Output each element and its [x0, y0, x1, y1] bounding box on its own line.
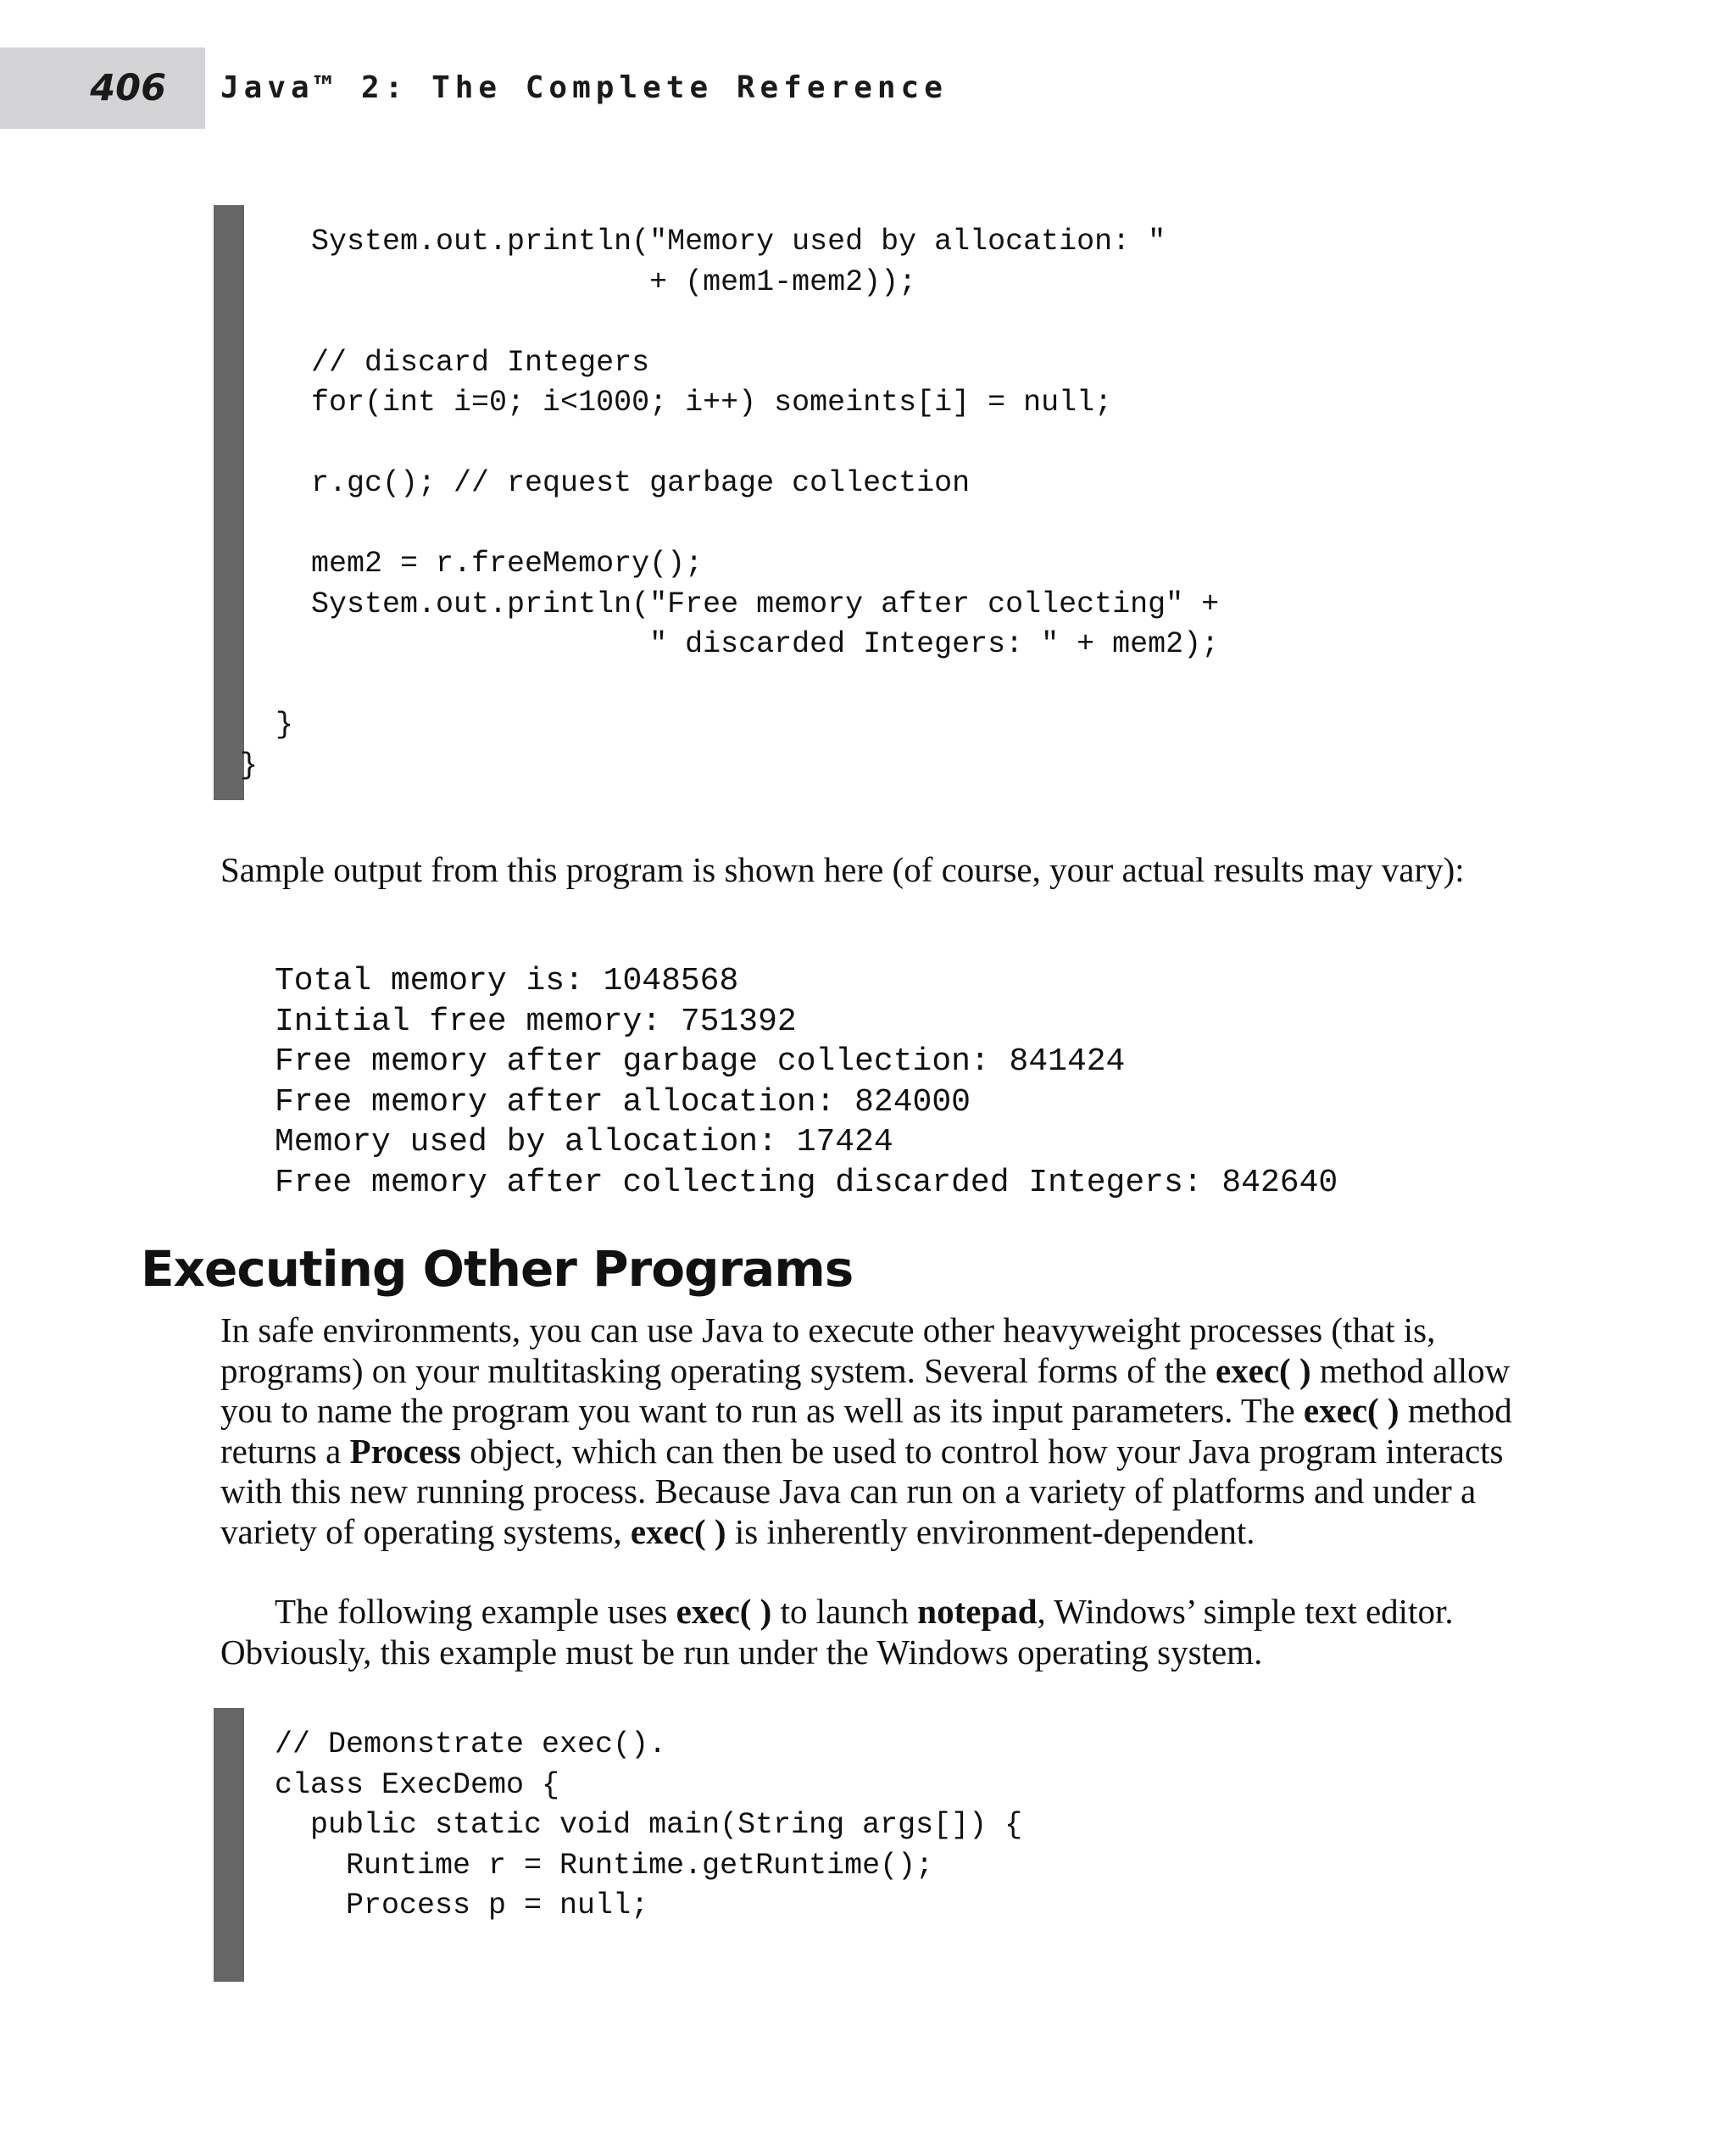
running-head: Java™ 2: The Complete Reference	[220, 70, 948, 105]
code-listing-sidebar	[214, 1708, 244, 1982]
text-run: is inherently environment-dependent.	[726, 1511, 1255, 1551]
code-line: System.out.println("Free memory after collecting" +	[240, 587, 1220, 621]
code-line: Runtime r = Runtime.getRuntime();	[275, 1848, 934, 1883]
code-line: + (mem1-mem2));	[240, 264, 917, 299]
code-line: class ExecDemo {	[275, 1767, 560, 1802]
text-run: , Windows’ simple text editor. Obviously, this example must be run under the Windows operating system.	[220, 1592, 1454, 1672]
code-line: }	[240, 708, 294, 742]
code-line: Free memory after allocation: 824000	[275, 1083, 971, 1121]
code-line: public static void main(String args[]) {	[275, 1808, 1023, 1842]
text-run: to launch	[771, 1592, 918, 1631]
section-heading: Executing Other Programs	[141, 1240, 854, 1298]
text-run: method allow you to name the program you want to run as well as its input parameters. The	[220, 1350, 1511, 1430]
code-line: }	[240, 748, 259, 782]
sample-output	[275, 961, 1338, 1203]
code-term: Process	[349, 1431, 461, 1471]
code-line: Free memory after collecting discarded Integers: 842640	[275, 1164, 1338, 1201]
code-line: Memory used by allocation: 17424	[275, 1124, 893, 1160]
code-listing-1	[240, 222, 1219, 786]
code-line: " discarded Integers: " + mem2);	[240, 627, 1220, 661]
text-run: In safe environments, you can use Java to execute other heavyweight processes (that is, programs) on your multitasking operating system. Several forms of the	[220, 1310, 1436, 1390]
code-line: mem2 = r.freeMemory();	[240, 547, 704, 581]
code-line: System.out.println("Memory used by allocation: "	[240, 225, 1166, 259]
section-paragraph	[220, 1592, 1526, 1672]
code-line: // Demonstrate exec().	[275, 1727, 667, 1761]
section-paragraph	[220, 1310, 1526, 1552]
code-line: Free memory after garbage collection: 841424	[275, 1043, 1126, 1080]
code-listing-2	[275, 1725, 1022, 1927]
code-term: exec( )	[676, 1592, 772, 1631]
code-line: for(int i=0; i<1000; i++) someints[i] = null;	[240, 386, 1113, 420]
text-run: method returns a	[220, 1391, 1512, 1471]
code-line: r.gc(); // request garbage collection	[240, 466, 971, 500]
sample-output-intro: Sample output from this program is shown here (of course, your actual results may vary):	[220, 850, 1465, 889]
text-run: object, which can then be used to control how your Java program interacts with this new running process. Because Java can run on a variety of platforms and under a variety of operating systems,	[220, 1431, 1504, 1551]
code-term: exec( )	[1303, 1391, 1399, 1430]
text-run: The following example uses	[275, 1592, 676, 1631]
page-number: 406	[90, 67, 166, 109]
code-line: Initial free memory: 751392	[275, 1003, 797, 1040]
code-line: Total memory is: 1048568	[275, 963, 739, 999]
code-line: // discard Integers	[240, 345, 650, 380]
code-term: notepad	[917, 1592, 1038, 1631]
code-term: exec( )	[1215, 1350, 1311, 1390]
code-line: Process p = null;	[275, 1888, 649, 1922]
code-term: exec( )	[630, 1511, 726, 1551]
